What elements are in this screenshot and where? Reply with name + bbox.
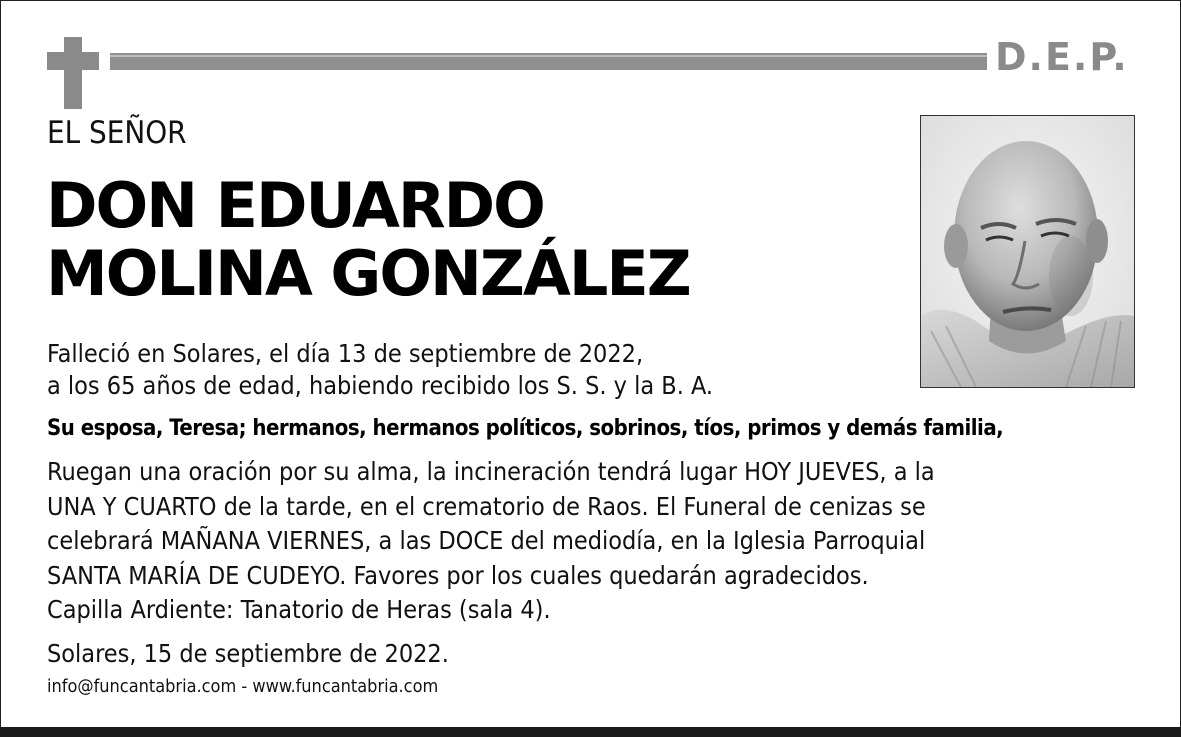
bottom-border bbox=[0, 727, 1181, 737]
place-date: Solares, 15 de septiembre de 2022. bbox=[47, 639, 449, 668]
death-notice-line2: a los 65 años de edad, habiendo recibido los S. S. y la B. A. bbox=[47, 371, 714, 400]
portrait-image bbox=[921, 116, 1134, 387]
prayer-line: Ruegan una oración por su alma, la incineración tendrá lugar HOY JUEVES, a la bbox=[47, 457, 935, 486]
prayer-paragraph bbox=[47, 455, 935, 628]
deceased-photo bbox=[920, 115, 1135, 388]
deceased-name-line2: MOLINA GONZÁLEZ bbox=[46, 237, 690, 310]
deceased-name bbox=[46, 169, 690, 310]
prayer-line: Capilla Ardiente: Tanatorio de Heras (sala 4). bbox=[47, 595, 551, 624]
dep-label: D.E.P. bbox=[995, 35, 1129, 79]
deceased-title: EL SEÑOR bbox=[47, 115, 187, 151]
contact-info: info@funcantabria.com - www.funcantabria.com bbox=[47, 676, 439, 697]
prayer-line: SANTA MARÍA DE CUDEYO. Favores por los cuales quedarán agradecidos. bbox=[47, 560, 869, 590]
family-list: Su esposa, Teresa; hermanos, hermanos políticos, sobrinos, tíos, primos y demás familia, bbox=[47, 416, 1004, 441]
prayer-line: celebrará MAÑANA VIERNES, a las DOCE del mediodía, en la Iglesia Parroquial bbox=[47, 526, 926, 555]
death-notice bbox=[47, 338, 713, 402]
deceased-name-line1: DON EDUARDO bbox=[46, 169, 544, 242]
prayer-line: UNA Y CUARTO de la tarde, en el crematorio de Raos. El Funeral de cenizas se bbox=[47, 491, 926, 521]
death-notice-line1: Falleció en Solares, el día 13 de septiembre de 2022, bbox=[47, 339, 644, 368]
cross-icon bbox=[47, 37, 99, 109]
header-rule bbox=[110, 53, 987, 70]
